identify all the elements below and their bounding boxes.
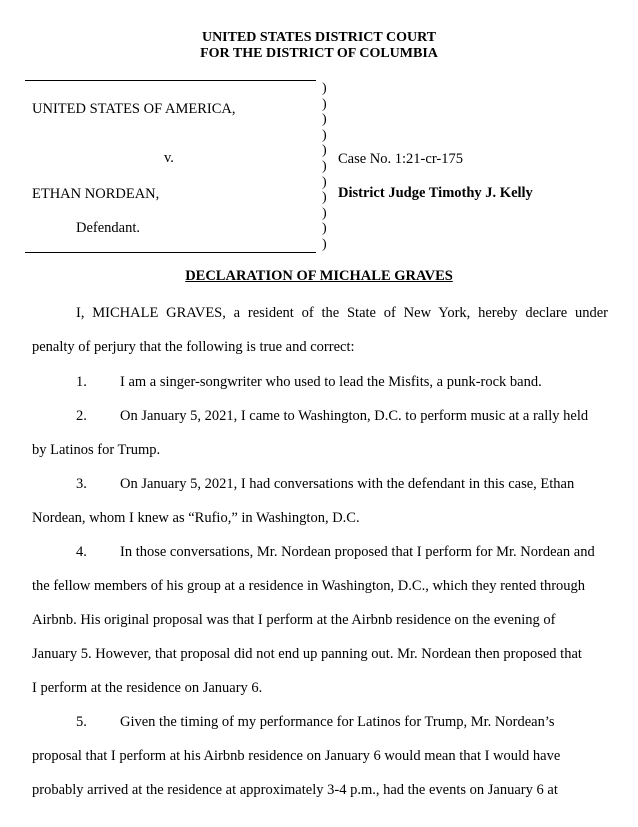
court-district: FOR THE DISTRICT OF COLUMBIA (200, 46, 438, 61)
paren: ) (322, 112, 327, 128)
paragraph-line: I am a singer-songwriter who used to lead the Misfits, a punk-rock band. (120, 374, 542, 390)
paren: ) (322, 158, 327, 174)
paragraph-line: On January 5, 2021, I came to Washington, D.C. to perform music at a rally held (120, 408, 589, 424)
paragraph-number: 1. (76, 374, 87, 390)
court-header (0, 30, 638, 62)
paren: ) (322, 143, 327, 159)
paragraph-line: Airbnb. His original proposal was that I perform at the Airbnb residence on the evening of (32, 612, 556, 628)
defendant-label: Defendant. (76, 220, 141, 236)
paren: ) (322, 221, 327, 237)
intro-line-1: I, MICHALE GRAVES, a resident of the State of New York, hereby declare under (76, 305, 608, 321)
paragraph-line: the fellow members of his group at a residence in Washington, D.C., which they rented through (32, 578, 586, 594)
defendant-name: ETHAN NORDEAN, (32, 186, 160, 202)
paren: ) (322, 96, 327, 112)
paragraph-line: January 5. However, that proposal did not end up panning out. Mr. Nordean then proposed that (32, 646, 582, 662)
paragraph-number: 5. (76, 714, 87, 730)
paragraph-number: 4. (76, 544, 87, 560)
intro-line-2: penalty of perjury that the following is true and correct: (32, 339, 355, 355)
paragraph-line: Given the timing of my performance for Latinos for Trump, Mr. Nordean’s (120, 714, 555, 730)
paren: ) (322, 174, 327, 190)
case-number: Case No. 1:21-cr-175 (338, 151, 463, 167)
paragraph-line: I perform at the residence on January 6. (32, 680, 263, 696)
judge-name: District Judge Timothy J. Kelly (338, 185, 533, 201)
paragraph-line: On January 5, 2021, I had conversations with the defendant in this case, Ethan (120, 476, 575, 492)
declaration-title: DECLARATION OF MICHALE GRAVES (185, 268, 453, 284)
paragraph-line: Nordean, whom I knew as “Rufio,” in Washington, D.C. (32, 510, 360, 526)
versus-label: v. (164, 150, 174, 166)
paragraph-line: by Latinos for Trump. (32, 442, 161, 458)
court-name: UNITED STATES DISTRICT COURT (201, 30, 437, 45)
caption-top-rule (25, 80, 316, 81)
paren: ) (322, 205, 327, 221)
plaintiff-name: UNITED STATES OF AMERICA, (32, 101, 236, 117)
paren: ) (322, 190, 327, 206)
caption-bottom-rule (25, 252, 316, 253)
paragraph-number: 3. (76, 476, 87, 492)
paragraph-line: probably arrived at the residence at approximately 3-4 p.m., had the events on January 6 at (32, 782, 558, 798)
paren: ) (322, 127, 327, 143)
caption-parentheses (322, 81, 327, 253)
paren: ) (322, 81, 327, 96)
paren: ) (322, 236, 327, 252)
paragraph-number: 2. (76, 408, 87, 424)
paragraph-line: In those conversations, Mr. Nordean proposed that I perform for Mr. Nordean and (120, 544, 595, 560)
paragraph-line: proposal that I perform at his Airbnb residence on January 6 would mean that I would have (32, 748, 561, 764)
